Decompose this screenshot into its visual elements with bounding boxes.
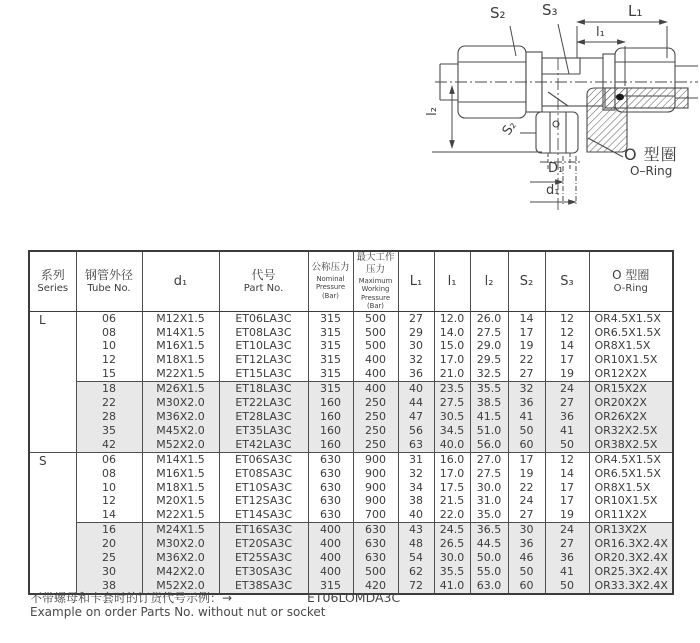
- order-note-en: Example on order Parts No. without nut or socket: [30, 605, 326, 619]
- fitting-diagram: [424, 0, 700, 240]
- cell-part-no: ET08SA3C: [219, 467, 308, 481]
- col-header-L1: [398, 251, 434, 311]
- cell-o-ring: OR6.5X1.5X: [589, 326, 673, 340]
- cell-part-no: ET25SA3C: [219, 551, 308, 565]
- cell-part-no: ET22LA3C: [219, 396, 308, 410]
- col-header-S2: [508, 251, 545, 311]
- cell-L1: 40: [398, 508, 434, 522]
- cell-max-working-pressure: 900: [353, 481, 398, 495]
- table-row: [29, 424, 673, 438]
- cell-part-no: ET15LA3C: [219, 367, 308, 381]
- cell-tube-no: 15: [76, 367, 142, 381]
- cell-S3: 19: [545, 367, 589, 381]
- table-row: [29, 438, 673, 452]
- cell-nominal-pressure: 315: [308, 367, 353, 381]
- cell-nominal-pressure: 630: [308, 508, 353, 522]
- cell-d1: M14X1.5: [142, 452, 219, 466]
- col-header-max-working-pressure: [353, 251, 398, 311]
- cell-l2: 38.5: [470, 396, 508, 410]
- cell-S2: 14: [508, 311, 545, 325]
- cell-d1: M16X1.5: [142, 467, 219, 481]
- cell-nominal-pressure: 400: [308, 523, 353, 537]
- cell-d1: M52X2.0: [142, 438, 219, 452]
- order-note-cn: 不带螺母和卡套时的订货代号示例：→: [30, 591, 233, 605]
- dim-label-L1: L₁: [628, 2, 643, 20]
- cell-l1: 12.0: [434, 311, 470, 325]
- cell-L1: 72: [398, 579, 434, 594]
- cell-S3: 12: [545, 311, 589, 325]
- cell-S2: 22: [508, 353, 545, 367]
- cell-l1: 27.5: [434, 396, 470, 410]
- cell-l2: 56.0: [470, 438, 508, 452]
- cell-l2: 26.0: [470, 311, 508, 325]
- cell-l1: 14.0: [434, 326, 470, 340]
- cell-l2: 27.5: [470, 326, 508, 340]
- table-row: [29, 410, 673, 424]
- cell-L1: 43: [398, 523, 434, 537]
- cell-part-no: ET10LA3C: [219, 339, 308, 353]
- cell-o-ring: OR12X2X: [589, 367, 673, 381]
- cell-S3: 17: [545, 494, 589, 508]
- cell-nominal-pressure: 315: [308, 326, 353, 340]
- cell-l1: 22.0: [434, 508, 470, 522]
- cell-tube-no: 10: [76, 481, 142, 495]
- cell-o-ring: OR25.3X2.4X: [589, 565, 673, 579]
- cell-tube-no: 42: [76, 438, 142, 452]
- cell-l1: 16.0: [434, 452, 470, 466]
- col-header-d1: [142, 251, 219, 311]
- cell-part-no: ET10SA3C: [219, 481, 308, 495]
- cell-part-no: ET12LA3C: [219, 353, 308, 367]
- cell-l2: 27.0: [470, 452, 508, 466]
- cell-S2: 41: [508, 410, 545, 424]
- cell-l2: 50.0: [470, 551, 508, 565]
- cell-tube-no: 28: [76, 410, 142, 424]
- cell-tube-no: 20: [76, 537, 142, 551]
- cell-o-ring: OR33.3X2.4X: [589, 579, 673, 594]
- cell-max-working-pressure: 900: [353, 467, 398, 481]
- cell-S3: 41: [545, 565, 589, 579]
- cell-L1: 34: [398, 481, 434, 495]
- cell-nominal-pressure: 315: [308, 339, 353, 353]
- col-header-nominal-pressure-cn: 公称压力: [311, 262, 350, 274]
- cell-l2: 35.5: [470, 382, 508, 396]
- cell-S2: 27: [508, 508, 545, 522]
- cell-l2: 29.0: [470, 339, 508, 353]
- col-header-part-no-en: Part No.: [243, 282, 284, 294]
- cell-S3: 41: [545, 424, 589, 438]
- table-row: [29, 367, 673, 381]
- col-header-o-ring-en: O-Ring: [613, 282, 648, 294]
- cell-l1: 41.0: [434, 579, 470, 594]
- cell-l1: 26.5: [434, 537, 470, 551]
- cell-o-ring: OR13X2X: [589, 523, 673, 537]
- cell-part-no: ET38SA3C: [219, 579, 308, 594]
- cell-o-ring: OR16.3X2.4X: [589, 537, 673, 551]
- cell-l2: 63.0: [470, 579, 508, 594]
- cell-o-ring: OR6.5X1.5X: [589, 467, 673, 481]
- cell-l1: 15.0: [434, 339, 470, 353]
- cell-max-working-pressure: 630: [353, 537, 398, 551]
- cell-max-working-pressure: 250: [353, 396, 398, 410]
- cell-max-working-pressure: 250: [353, 438, 398, 452]
- cell-tube-no: 06: [76, 452, 142, 466]
- col-header-l2-sym: l₂: [484, 273, 494, 289]
- fitting-drawing-linework: [430, 0, 700, 240]
- col-header-nominal-pressure: [308, 251, 353, 311]
- cell-tube-no: 25: [76, 551, 142, 565]
- cell-nominal-pressure: 630: [308, 467, 353, 481]
- cell-d1: M22X1.5: [142, 367, 219, 381]
- cell-d1: M12X1.5: [142, 311, 219, 325]
- cell-L1: 47: [398, 410, 434, 424]
- cell-max-working-pressure: 500: [353, 339, 398, 353]
- cell-max-working-pressure: 250: [353, 410, 398, 424]
- order-example-part-no: ET06LOMDA3C: [307, 590, 401, 605]
- cell-l1: 21.5: [434, 494, 470, 508]
- cell-l2: 30.0: [470, 481, 508, 495]
- cell-L1: 36: [398, 367, 434, 381]
- cell-nominal-pressure: 315: [308, 382, 353, 396]
- cell-d1: M14X1.5: [142, 326, 219, 340]
- col-header-l1-sym: l₁: [447, 273, 457, 289]
- cell-d1: M52X2.0: [142, 579, 219, 594]
- table-row: [29, 382, 673, 396]
- cell-S3: 36: [545, 410, 589, 424]
- cell-S3: 12: [545, 326, 589, 340]
- col-header-nominal-pressure-en: Nominal: [316, 274, 345, 283]
- dim-label-l2: l₂: [424, 107, 440, 116]
- cell-nominal-pressure: 315: [308, 579, 353, 594]
- cell-l1: 40.0: [434, 438, 470, 452]
- cell-d1: M30X2.0: [142, 537, 219, 551]
- cell-d1: M45X2.0: [142, 424, 219, 438]
- col-header-tube-no: [76, 251, 142, 311]
- cell-tube-no: 14: [76, 508, 142, 522]
- table-row: [29, 353, 673, 367]
- cell-l2: 55.0: [470, 565, 508, 579]
- col-header-S2-sym: S₂: [519, 273, 534, 289]
- cell-max-working-pressure: 400: [353, 367, 398, 381]
- table-row: [29, 467, 673, 481]
- table-row: [29, 326, 673, 340]
- col-header-S3-sym: S₃: [560, 273, 574, 289]
- cell-o-ring: OR26X2X: [589, 410, 673, 424]
- cell-part-no: ET06SA3C: [219, 452, 308, 466]
- cell-S3: 19: [545, 508, 589, 522]
- cell-l1: 17.5: [434, 481, 470, 495]
- cell-d1: M24X1.5: [142, 523, 219, 537]
- col-header-part-no-cn: 代号: [251, 267, 276, 282]
- cell-d1: M30X2.0: [142, 396, 219, 410]
- cell-nominal-pressure: 630: [308, 452, 353, 466]
- cell-S2: 32: [508, 382, 545, 396]
- cell-S2: 19: [508, 467, 545, 481]
- cell-o-ring: OR8X1.5X: [589, 339, 673, 353]
- cell-d1: M26X1.5: [142, 382, 219, 396]
- cell-L1: 44: [398, 396, 434, 410]
- cell-S2: 24: [508, 494, 545, 508]
- col-header-series-cn: 系列: [40, 267, 65, 282]
- cell-max-working-pressure: 400: [353, 382, 398, 396]
- cell-l1: 17.0: [434, 467, 470, 481]
- cell-L1: 62: [398, 565, 434, 579]
- col-header-nominal-pressure-en2: Pressure (Bar): [315, 283, 346, 300]
- cell-l2: 44.5: [470, 537, 508, 551]
- cell-l2: 27.5: [470, 467, 508, 481]
- cell-nominal-pressure: 630: [308, 481, 353, 495]
- cell-part-no: ET20SA3C: [219, 537, 308, 551]
- cell-max-working-pressure: 500: [353, 565, 398, 579]
- cell-o-ring: OR32X2.5X: [589, 424, 673, 438]
- cell-S2: 19: [508, 339, 545, 353]
- cell-nominal-pressure: 160: [308, 410, 353, 424]
- cell-S3: 27: [545, 396, 589, 410]
- cell-L1: 30: [398, 339, 434, 353]
- col-header-d1-sym: d₁: [173, 273, 188, 289]
- cell-L1: 54: [398, 551, 434, 565]
- table-row: [29, 565, 673, 579]
- cell-L1: 27: [398, 311, 434, 325]
- dim-label-D1: D₁: [548, 161, 564, 176]
- cell-L1: 56: [398, 424, 434, 438]
- cell-part-no: ET30SA3C: [219, 565, 308, 579]
- table-row: [29, 523, 673, 537]
- cell-part-no: ET12SA3C: [219, 494, 308, 508]
- cell-S2: 36: [508, 537, 545, 551]
- table-row: [29, 537, 673, 551]
- cell-max-working-pressure: 630: [353, 523, 398, 537]
- cell-l1: 17.0: [434, 353, 470, 367]
- table-row: [29, 452, 673, 466]
- col-header-max-working-pressure-cn: 最大工作压力: [356, 252, 395, 276]
- cell-nominal-pressure: 400: [308, 537, 353, 551]
- dim-label-s3: S₃: [542, 1, 558, 19]
- cell-l2: 32.5: [470, 367, 508, 381]
- cell-tube-no: 06: [76, 311, 142, 325]
- cell-tube-no: 35: [76, 424, 142, 438]
- cell-S3: 50: [545, 438, 589, 452]
- cell-part-no: ET16SA3C: [219, 523, 308, 537]
- cell-S2: 50: [508, 424, 545, 438]
- cell-l2: 31.0: [470, 494, 508, 508]
- cell-L1: 48: [398, 537, 434, 551]
- cell-tube-no: 22: [76, 396, 142, 410]
- table-row: [29, 396, 673, 410]
- cell-l2: 41.5: [470, 410, 508, 424]
- col-header-max-working-pressure-en: Maximum Working: [358, 276, 393, 294]
- cell-o-ring: OR4.5X1.5X: [589, 311, 673, 325]
- cell-nominal-pressure: 160: [308, 438, 353, 452]
- cell-L1: 29: [398, 326, 434, 340]
- cell-L1: 63: [398, 438, 434, 452]
- table-row: [29, 551, 673, 565]
- cell-o-ring: OR10X1.5X: [589, 353, 673, 367]
- cell-max-working-pressure: 500: [353, 311, 398, 325]
- cell-S2: 36: [508, 396, 545, 410]
- cell-d1: M36X2.0: [142, 410, 219, 424]
- cell-tube-no: 30: [76, 565, 142, 579]
- cell-o-ring: OR8X1.5X: [589, 481, 673, 495]
- series-label: L: [29, 311, 76, 452]
- col-header-L1-sym: L₁: [409, 273, 423, 289]
- cell-S2: 46: [508, 551, 545, 565]
- cell-d1: M36X2.0: [142, 551, 219, 565]
- col-header-series: [29, 251, 76, 311]
- cell-part-no: ET14SA3C: [219, 508, 308, 522]
- o-ring-callout-en: O–Ring: [630, 164, 673, 178]
- cell-max-working-pressure: 900: [353, 494, 398, 508]
- cell-S3: 36: [545, 551, 589, 565]
- cell-L1: 40: [398, 382, 434, 396]
- cell-nominal-pressure: 315: [308, 353, 353, 367]
- cell-max-working-pressure: 420: [353, 579, 398, 594]
- cell-part-no: ET35LA3C: [219, 424, 308, 438]
- cell-l1: 30.5: [434, 410, 470, 424]
- cell-part-no: ET42LA3C: [219, 438, 308, 452]
- cell-tube-no: 08: [76, 326, 142, 340]
- cell-l1: 24.5: [434, 523, 470, 537]
- cell-l2: 51.0: [470, 424, 508, 438]
- cell-tube-no: 10: [76, 339, 142, 353]
- cell-tube-no: 18: [76, 382, 142, 396]
- table-row: [29, 339, 673, 353]
- cell-S3: 17: [545, 353, 589, 367]
- o-ring-seal: [616, 94, 624, 101]
- col-header-part-no: [219, 251, 308, 311]
- cell-l1: 30.0: [434, 551, 470, 565]
- cell-nominal-pressure: 400: [308, 565, 353, 579]
- cell-o-ring: OR10X1.5X: [589, 494, 673, 508]
- cell-nominal-pressure: 160: [308, 396, 353, 410]
- col-header-max-working-pressure-en2: Pressure (Bar): [360, 293, 391, 311]
- cell-l2: 35.0: [470, 508, 508, 522]
- cell-nominal-pressure: 400: [308, 551, 353, 565]
- cell-S2: 27: [508, 367, 545, 381]
- table-row: [29, 311, 673, 325]
- cell-L1: 38: [398, 494, 434, 508]
- col-header-l1: [434, 251, 470, 311]
- col-header-o-ring: [589, 251, 673, 311]
- cell-o-ring: OR38X2.5X: [589, 438, 673, 452]
- dim-label-s2-top: S₂: [490, 4, 506, 22]
- cell-S2: 60: [508, 438, 545, 452]
- cell-d1: M16X1.5: [142, 339, 219, 353]
- cell-part-no: ET28LA3C: [219, 410, 308, 424]
- cell-S3: 50: [545, 579, 589, 594]
- cell-d1: M18X1.5: [142, 481, 219, 495]
- cell-S3: 17: [545, 481, 589, 495]
- cell-max-working-pressure: 700: [353, 508, 398, 522]
- dim-label-d1: d₁: [546, 183, 560, 198]
- cell-L1: 31: [398, 452, 434, 466]
- cell-l1: 21.0: [434, 367, 470, 381]
- cell-nominal-pressure: 160: [308, 424, 353, 438]
- cell-S2: 17: [508, 452, 545, 466]
- cell-S3: 12: [545, 452, 589, 466]
- cell-l2: 36.5: [470, 523, 508, 537]
- cell-d1: M20X1.5: [142, 494, 219, 508]
- cell-nominal-pressure: 315: [308, 311, 353, 325]
- col-header-series-en: Series: [37, 282, 69, 294]
- table-row: [29, 508, 673, 522]
- cell-L1: 32: [398, 353, 434, 367]
- cell-part-no: ET08LA3C: [219, 326, 308, 340]
- cell-l1: 35.5: [434, 565, 470, 579]
- table-row: [29, 494, 673, 508]
- cell-l1: 34.5: [434, 424, 470, 438]
- branch-nut: [536, 112, 578, 153]
- cell-S2: 17: [508, 326, 545, 340]
- cell-max-working-pressure: 900: [353, 452, 398, 466]
- cell-o-ring: OR15X2X: [589, 382, 673, 396]
- cell-max-working-pressure: 400: [353, 353, 398, 367]
- col-header-l2: [470, 251, 508, 311]
- cell-S2: 30: [508, 523, 545, 537]
- cell-max-working-pressure: 250: [353, 424, 398, 438]
- col-header-o-ring-cn: O 型圈: [612, 267, 650, 282]
- cell-tube-no: 12: [76, 353, 142, 367]
- col-header-tube-no-cn: 钢管外径: [84, 267, 133, 282]
- cell-tube-no: 38: [76, 579, 142, 594]
- cell-tube-no: 16: [76, 523, 142, 537]
- series-label: S: [29, 452, 76, 594]
- dim-label-s2-branch: S₂: [499, 118, 520, 139]
- o-ring-callout-cn: O 型圈: [624, 145, 678, 164]
- cell-S3: 24: [545, 523, 589, 537]
- dim-label-l1: l₁: [596, 25, 605, 40]
- cell-S3: 27: [545, 537, 589, 551]
- cell-S2: 50: [508, 565, 545, 579]
- cell-o-ring: OR4.5X1.5X: [589, 452, 673, 466]
- header-row: [29, 251, 673, 311]
- spec-table: [28, 250, 674, 595]
- cell-S2: 60: [508, 579, 545, 594]
- cell-S2: 22: [508, 481, 545, 495]
- cell-max-working-pressure: 630: [353, 551, 398, 565]
- cell-d1: M18X1.5: [142, 353, 219, 367]
- cell-tube-no: 08: [76, 467, 142, 481]
- cell-l2: 29.5: [470, 353, 508, 367]
- cell-max-working-pressure: 500: [353, 326, 398, 340]
- table-row: [29, 481, 673, 495]
- cell-o-ring: OR20.3X2.4X: [589, 551, 673, 565]
- col-header-tube-no-en: Tube No.: [87, 282, 131, 294]
- cell-L1: 32: [398, 467, 434, 481]
- cell-l1: 23.5: [434, 382, 470, 396]
- col-header-S3: [545, 251, 589, 311]
- cell-part-no: ET06LA3C: [219, 311, 308, 325]
- cell-tube-no: 12: [76, 494, 142, 508]
- cell-S3: 14: [545, 339, 589, 353]
- cell-part-no: ET18LA3C: [219, 382, 308, 396]
- cell-S3: 24: [545, 382, 589, 396]
- cell-o-ring: OR11X2X: [589, 508, 673, 522]
- cell-d1: M22X1.5: [142, 508, 219, 522]
- cell-d1: M42X2.0: [142, 565, 219, 579]
- cell-S3: 14: [545, 467, 589, 481]
- cell-nominal-pressure: 630: [308, 494, 353, 508]
- cell-o-ring: OR20X2X: [589, 396, 673, 410]
